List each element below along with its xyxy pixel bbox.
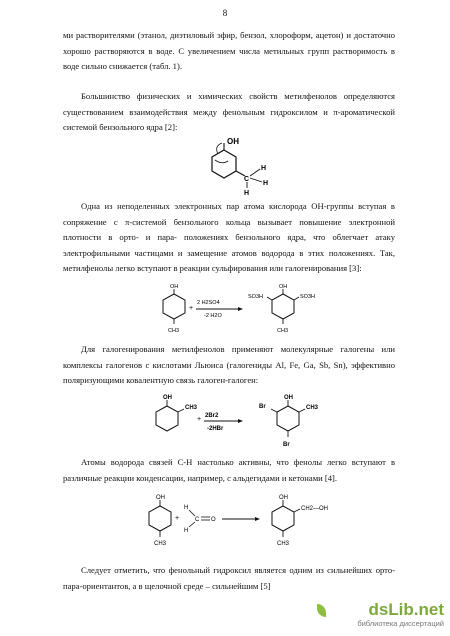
h3-label: H (244, 190, 250, 196)
watermark-subtitle: библиотека диссертаций (357, 619, 444, 628)
h1-label: H (261, 165, 267, 172)
paragraph-2: Большинство физических и химических свойств метилфенолов определяются существованием взаимодействия между фенольным гидроксилом и π-ароматической системой бензольного ядра [2]: (63, 91, 395, 133)
byproduct-label: -2 H2O (204, 313, 222, 319)
paragraph-1: ми растворителями (этанол, диэтиловый эфир, бензол, хлороформ, ацетон) и достаточно хорошо растворяются в воде. С увеличением числа метильных групп растворимость в воде сильно снижается (табл. 1). (63, 30, 395, 72)
reagent-label: 2Br2 (205, 413, 219, 419)
page-number: 8 (222, 8, 228, 18)
halogenation-reaction-figure (143, 390, 339, 452)
resonance-structure-figure (200, 134, 280, 196)
watermark (304, 600, 444, 630)
product-ch2oh: CH2—OH (301, 506, 329, 512)
aldehyde-c: C (195, 517, 200, 523)
product-ch3: CH3 (277, 541, 290, 547)
reagent-label: 2 H2SO4 (197, 300, 220, 306)
byproduct-label: -2HBr (207, 426, 224, 432)
h2-label: H (263, 180, 269, 187)
reactant-oh: OH (163, 395, 172, 401)
product-oh: OH (284, 395, 293, 401)
paragraph-3: Одна из неподеленных электронных пар атома кислорода ОН-группы вступая в сопряжение с π-системой бензольного кольца вызывает повышение электронной плотности в орто- и пара- положениях бензольного ядра, что облегчает атаку электрофильными частицами и замещение атомов водорода в этих положениях. Так, метилфенолы легко вступают в реакции сульфирования или галогенирования [3]: (63, 201, 395, 274)
plus-sign: + (189, 305, 194, 312)
aldehyde-h-bottom: H (184, 528, 189, 534)
product-oh: OH (279, 284, 288, 290)
paragraph-6: Следует отметить, что фенольный гидроксил является одним из сильнейших орто-пара-ориентантов, а в щелочной среде – сильнейшим [5] (63, 565, 395, 591)
reactant-ch3: CH3 (185, 405, 198, 411)
watermark-logo: dsLib.net (368, 600, 444, 619)
condensation-reaction-figure (140, 492, 340, 556)
sulfonation-reaction-figure (152, 282, 338, 338)
product-so3h-right: SO3H (300, 294, 315, 300)
product-br-bottom: Br (283, 442, 290, 448)
c-label: C (244, 176, 250, 183)
reactant-oh: OH (170, 284, 179, 290)
product-oh: OH (279, 495, 288, 501)
oh-label: OH (227, 137, 239, 146)
reactant-ch3: CH3 (168, 328, 180, 334)
product-ch3: CH3 (277, 328, 289, 334)
reactant-oh: OH (156, 495, 165, 501)
paragraph-5: Атомы водорода связей С-Н настолько активны, что фенолы легко вступают в различные реакции конденсации, например, с альдегидами и кетонами [4]. (63, 457, 395, 483)
product-ch3: CH3 (306, 405, 319, 411)
product-br-top: Br (259, 404, 266, 410)
reactant-ch3: CH3 (154, 541, 167, 547)
aldehyde-h-top: H (184, 505, 189, 511)
aldehyde-o: O (211, 517, 216, 523)
leaf-icon (317, 604, 326, 617)
plus-sign: + (197, 416, 202, 423)
product-so3h-left: SO3H (248, 294, 263, 300)
paragraph-4: Для галогенирования метилфенолов применяют молекулярные галогены или комплексы галогенов с кислотами Льюиса (галогениды Al, Fe, Ga, Sb, Sn), эффективно поляризующими ковалентную связь галоген-галоген: (63, 344, 395, 386)
plus-sign: + (175, 515, 180, 522)
